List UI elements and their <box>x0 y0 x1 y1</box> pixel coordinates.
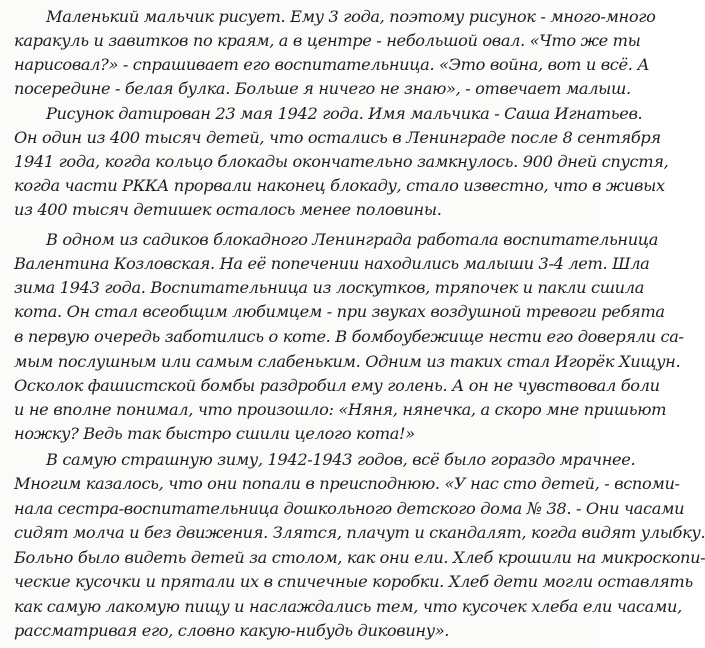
text-line: Больно было видеть детей за столом, как они ели. Хлеб крошили на микроскопи- <box>14 548 705 567</box>
text-line: сидят молча и без движения. Злятся, плачут и скандалят, когда видят улыбку. <box>14 523 705 542</box>
text-line: нарисовал?» - спрашивает его воспитательница. «Это война, вот и всё. А <box>14 55 650 74</box>
text-line: 1941 года, когда кольцо блокады окончательно замкнулось. 900 дней спустя, <box>14 152 669 171</box>
text-line: кота. Он стал всеобщим любимцем - при звуках воздушной тревоги ребята <box>14 302 665 321</box>
text-line: Маленький мальчик рисует. Ему 3 года, поэтому рисунок - много-много <box>46 7 656 26</box>
text-line: из 400 тысяч детишек осталось менее половины. <box>14 200 442 219</box>
text-line: в первую очередь заботились о коте. В бомбоубежище нести его доверяли са- <box>14 327 684 346</box>
text-line: посередине - белая булка. Больше я ничего не знаю», - отвечает малыш. <box>14 79 631 98</box>
text-line: зима 1943 года. Воспитательница из лоскутков, тряпочек и пакли сшила <box>14 278 645 297</box>
text-line: когда части РККА прорвали наконец блокаду, стало известно, что в живых <box>14 176 665 195</box>
text-line: ножку? Ведь так быстро сшили целого кота!» <box>14 424 415 443</box>
text-line: каракуль и завитков по краям, а в центре - небольшой овал. «Что же ты <box>14 31 641 50</box>
text-line: Рисунок датирован 23 мая 1942 года. Имя мальчика - Саша Игнатьев. <box>46 104 643 123</box>
text-line: нала сестра-воспитательница дошкольного детского дома № 38. - Они часами <box>14 499 685 518</box>
text-line: рассматривая его, словно какую-нибудь диковину». <box>14 621 450 640</box>
text-line: и не вполне понимал, что произошло: «Няня, нянечка, а скоро мне пришьют <box>14 400 667 419</box>
text-line: В одном из садиков блокадного Ленинграда работала воспитательница <box>46 230 659 249</box>
text-line: как самую лакомую пищу и наслаждались тем, что кусочек хлеба ели часами, <box>14 597 682 616</box>
text-line: мым послушным или самым слабеньким. Одним из таких стал Игорёк Хищун. <box>14 352 681 371</box>
text-line: Осколок фашистской бомбы раздробил ему голень. А он не чувствовал боли <box>14 376 660 395</box>
text-line: В самую страшную зиму, 1942-1943 годов, всё было гораздо мрачнее. <box>46 450 636 469</box>
text-line: ческие кусочки и прятали их в спичечные коробки. Хлеб дети могли оставлять <box>14 572 693 591</box>
text-line: Многим казалось, что они попали в преисподнюю. «У нас сто детей, - вспоми- <box>14 474 680 493</box>
text-line: Он один из 400 тысяч детей, что остались в Ленинграде после 8 сентября <box>14 128 661 147</box>
text-line: Валентина Козловская. На её попечении находились малыши 3-4 лет. Шла <box>14 254 650 273</box>
